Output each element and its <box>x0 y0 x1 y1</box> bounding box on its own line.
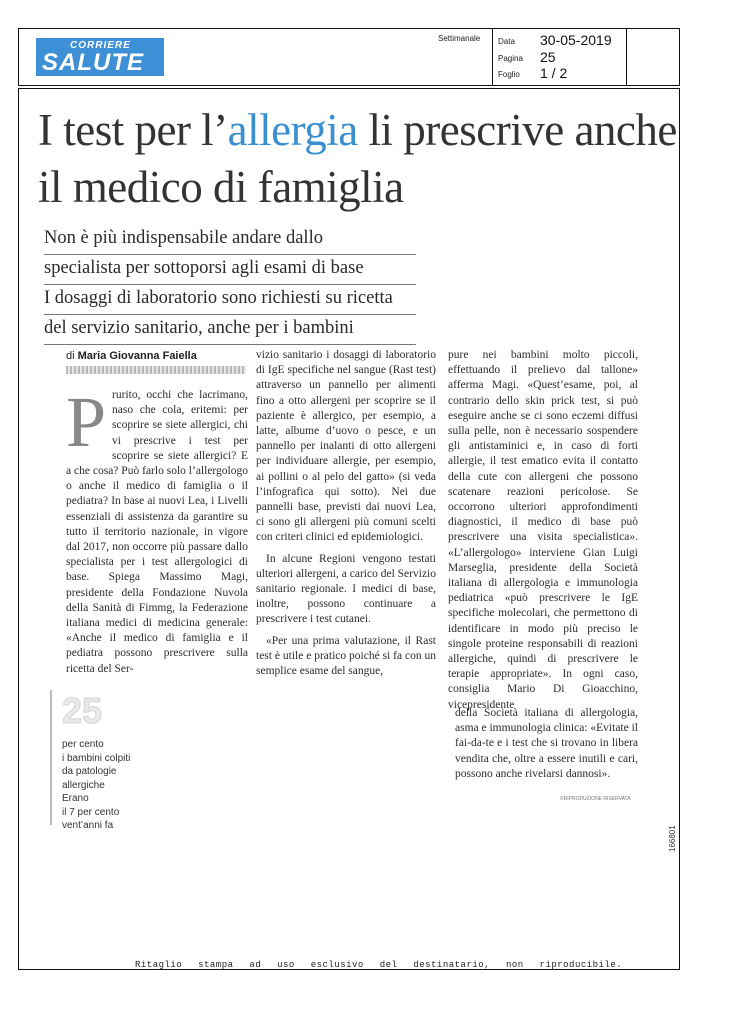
stat-number: 25 <box>62 690 103 731</box>
stat-line: allergiche <box>62 779 105 791</box>
stat-sidebar <box>50 690 197 831</box>
subheadline <box>44 225 416 345</box>
subhead-line: I dosaggi di laboratorio sono richiesti su ricetta <box>44 285 416 315</box>
col1-text: rurito, occhi che lacrimano, naso che cola, eritemi: per scoprire se siete allergici, chi vi prescrive i test per scoprire se siete allergici? E a che cosa? Può farlo solo l’allergologo o anche il medico di famiglia o il pediatra? In base ai nuovi Lea, i Livelli essenziali di assistenza da garantire su tutto il territorio nazionale, in vigore dal 2017, non occorre più passare dallo specialista per i test allergologici di base. Spiega Massimo Magi, presidente della Fondazione Nuvola della Sanità di Fimmg, la Federazione italiana medici di medicina generale: «Anche il medico di famiglia e il pediatra possono prescrivere sulla ricetta del Ser- <box>66 389 248 675</box>
article-column-3 <box>448 348 638 719</box>
col3b-paragraph: della Società italiana di allergologia, asma e immunologia clinica: «Evitate il fai-da-te e i test che si trovano in libera vendita che, oltre a essere inutili e cari, possono anche rivelarsi dannosi». <box>455 707 638 780</box>
copyright-notice: ©RIPRODUZIONE RISERVATA <box>560 796 631 802</box>
byline-prefix: di <box>66 350 75 362</box>
drop-cap: P <box>66 382 107 462</box>
date-label: Data <box>498 37 515 46</box>
frequency-label: Settimanale <box>438 34 481 43</box>
byline <box>66 350 197 362</box>
header-divider <box>492 28 493 86</box>
page-label: Pagina <box>498 54 523 63</box>
subhead-line: specialista per sottoporsi agli esami di base <box>44 255 416 285</box>
article-column-1 <box>66 382 248 683</box>
date-value: 30-05-2019 <box>540 32 612 48</box>
col3-paragraph: pure nei bambini molto piccoli, effettuando il prelievo dal tallone» afferma Magi. «Quest’esame, poi, al contrario dello skin prick test, si può eseguire anche se ci sono eczemi diffusi sulla pelle, non è necessario sospendere gli antistaminici e, in caso di forti allergie, il test ematico evita il contatto della cute con allergeni che possono scatenare reazioni pericolose. Se occorrono ulteriori approfondimenti diagnostici, il medico di base può prescrivere una visita specialistica». «L’allergologo» interviene Gian Luigi Marseglia, presidente della Società italiana di allergologia e immunologia pediatrica «può prescrivere le IgE specifiche molecolari, che permettono di identificare in modo più preciso le singole proteine responsabili di reazioni allergiche, quindi di prescrivere le terapie appropriate». In ogni caso, consiglia Mario Di Gioacchino, vicepresidente <box>448 349 638 711</box>
stat-line: vent’anni fa <box>62 820 114 831</box>
footer-notice: Ritaglio stampa ad uso esclusivo del destinatario, non riproducibile. <box>135 960 623 970</box>
sheet-label: Foglio <box>498 70 520 79</box>
page-value: 25 <box>540 49 556 65</box>
logo-top-text: CORRIERE <box>70 40 131 51</box>
headline-part: li prescrive anche il medico di famiglia <box>38 105 677 212</box>
logo-bottom-text: SALUTE <box>42 49 144 76</box>
subhead-line: Non è più indispensabile andare dallo <box>44 225 416 255</box>
stat-line: il 7 per cento <box>62 806 120 818</box>
stat-text <box>62 738 192 833</box>
corriere-salute-logo <box>36 38 164 76</box>
article-column-3-continued <box>455 706 638 788</box>
headline-keyword: allergia <box>227 105 358 155</box>
stat-line: Erano <box>62 793 89 804</box>
headline <box>38 102 678 216</box>
header-divider-right <box>626 28 627 86</box>
stat-line: da patologie <box>62 766 117 777</box>
col2-paragraph: «Per una prima valutazione, il Rast test è utile e pratico poiché si fa con un semplice esame del sangue, <box>256 634 436 678</box>
side-code: 166801 <box>668 825 677 852</box>
byline-author: Maria Giovanna Faiella <box>77 350 197 362</box>
article-column-2 <box>256 348 436 685</box>
headline-part: I test per l’ <box>38 105 228 155</box>
stat-line: per cento <box>62 739 104 750</box>
sheet-value: 1 / 2 <box>540 65 568 81</box>
stat-line: i bambini colpiti <box>62 752 131 764</box>
byline-underline <box>66 366 246 374</box>
subhead-line: del servizio sanitario, anche per i bambini <box>44 315 416 345</box>
col2-paragraph: vizio sanitario i dosaggi di laboratorio di IgE specifiche nel sangue (Rast test) attraverso un pannello per alimenti fino a otto allergeni per scoprire se il paziente è allergico, per esempio, a latte, albume d’uovo o pesce, e un pannello per inalanti di otto allergeni per individuare allergie, per esempio, ai pollini o al pelo del gatto» (si veda l’infografica qui sotto). Nei due pannelli base, previsti dai nuovi Lea, ci sono gli allergeni più comuni scelti con criteri clinici ed epidemiologici. <box>256 349 436 544</box>
col2-paragraph: In alcune Regioni vengono testati ulteriori allergeni, a carico del Servizio sanitario regionale. I medici di base, inoltre, possono continuare a prescrivere i test cutanei. <box>256 552 436 626</box>
